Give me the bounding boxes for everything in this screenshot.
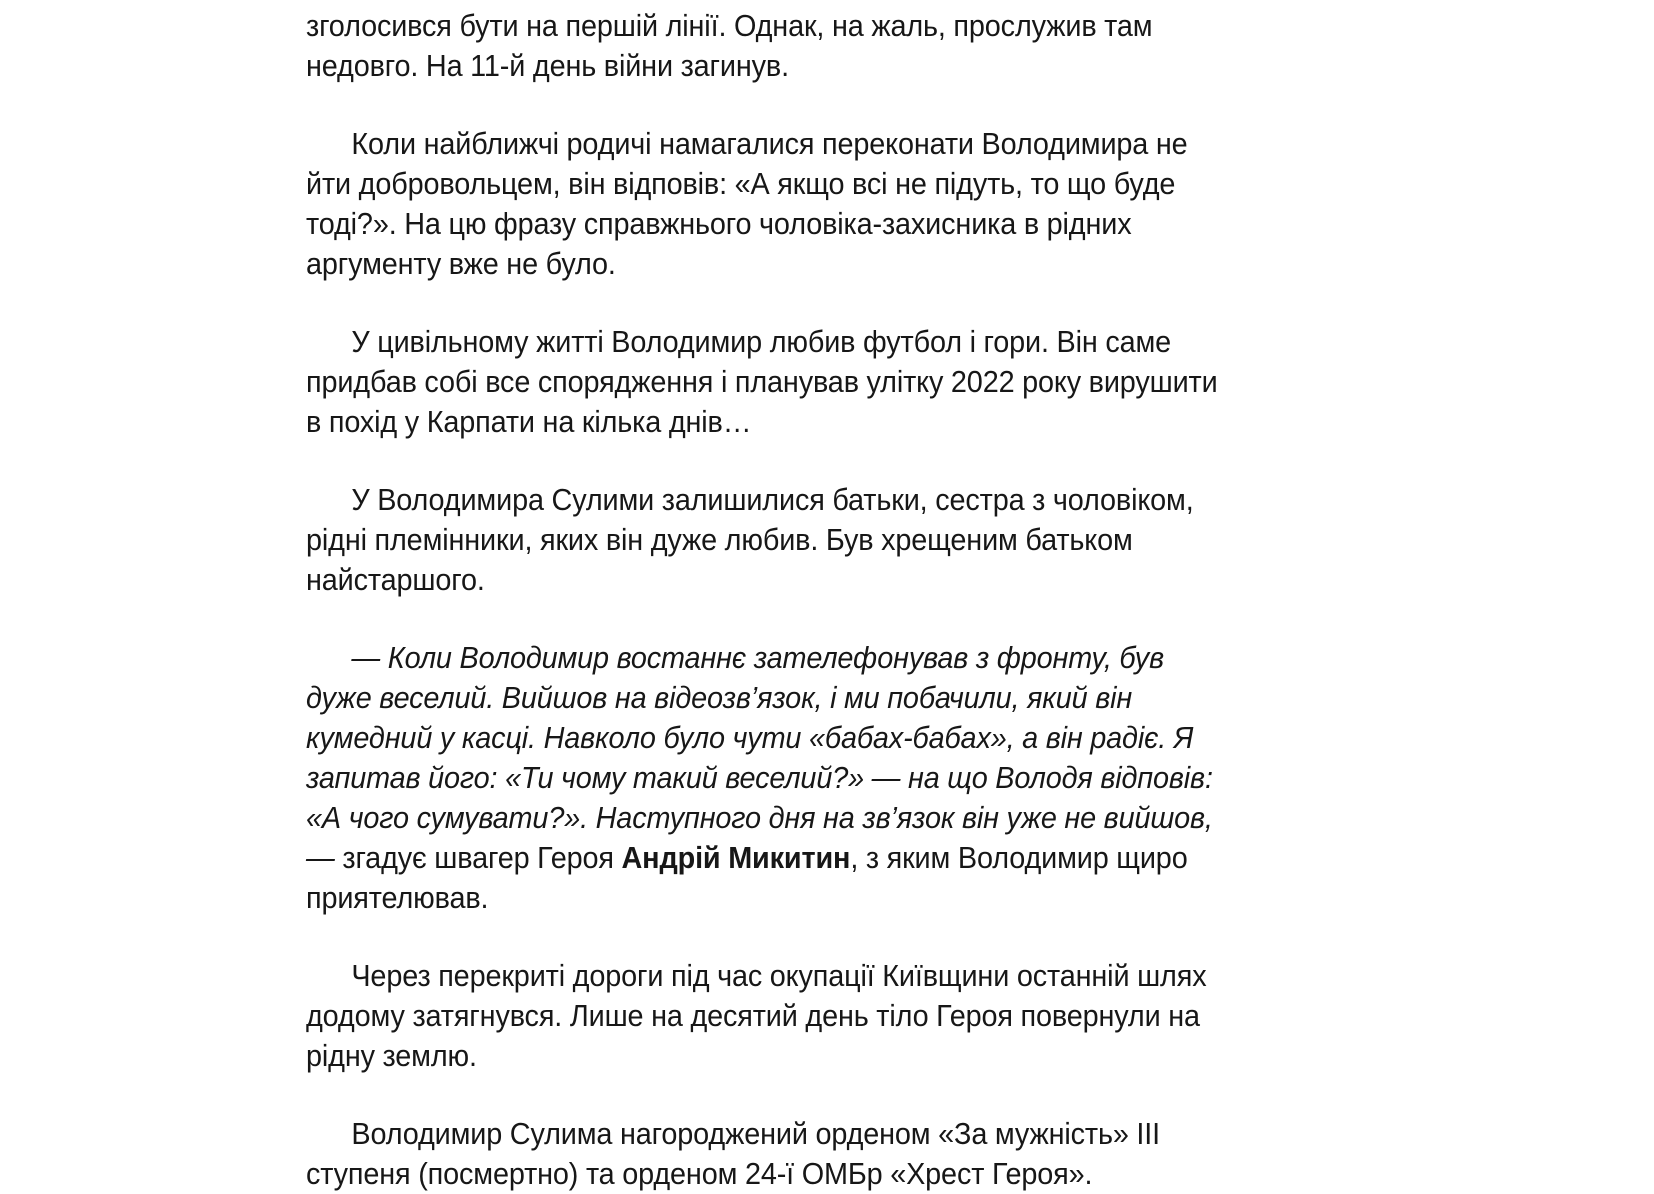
paragraph-continuation: зголосився бути на першій лінії. Однак, на жаль, прослужив там недовго. На 11-й день війни загинув. bbox=[306, 9, 1153, 83]
paragraph-return-home: Через перекриті дороги під час окупації Київщини останній шлях додому затягнувся. Лише на десятий день тіло Героя повернули на рідну землю. bbox=[306, 959, 1207, 1073]
paragraph-surviving-family: У Володимира Сулими залишилися батьки, сестра з чоловіком, рідні племінники, яких він дуже любив. Був хрещеним батьком найстаршого. bbox=[306, 483, 1194, 597]
text-column bbox=[306, 6, 1286, 1194]
attribution-tail: , з яким Володимир щиро приятелював. bbox=[306, 841, 1188, 915]
paragraph-awards: Володимир Сулима нагороджений орденом «За мужність» III ступеня (посмертно) та орденом 24-ї ОМБр «Хрест Героя». bbox=[306, 1117, 1161, 1191]
attribution-person-name: Андрій Микитин bbox=[621, 841, 851, 875]
attribution-lead-in: згадує швагер Героя bbox=[334, 841, 622, 875]
paragraph-relatives-persuasion: Коли найближчі родичі намагалися переконати Володимира не йти добровольцем, він відповів: «А якщо всі не підуть, то що буде тоді?». На цю фразу справжнього чоловіка-захисника в рідних аргументу вже не було. bbox=[306, 127, 1188, 281]
paragraph-civilian-life: У цивільному житті Володимир любив футбол і гори. Він саме придбав собі все спорядження і планував улітку 2022 року вирушити в похід у Карпати на кілька днів… bbox=[306, 325, 1218, 439]
paragraph-quote-with-attribution bbox=[306, 638, 1232, 918]
quote-text: — Коли Володимир востаннє зателефонував з фронту, був дуже веселий. Вийшов на відеозв’язок, і ми побачили, який він кумедний у касці. Навколо було чути «бабах-бабах», а він радіє. Я запитав його: «Ти чому такий веселий?» — на що Володя відповів: «А чого сумувати?». Наступного дня на зв’язок він уже не вийшов, — bbox=[306, 641, 1213, 875]
